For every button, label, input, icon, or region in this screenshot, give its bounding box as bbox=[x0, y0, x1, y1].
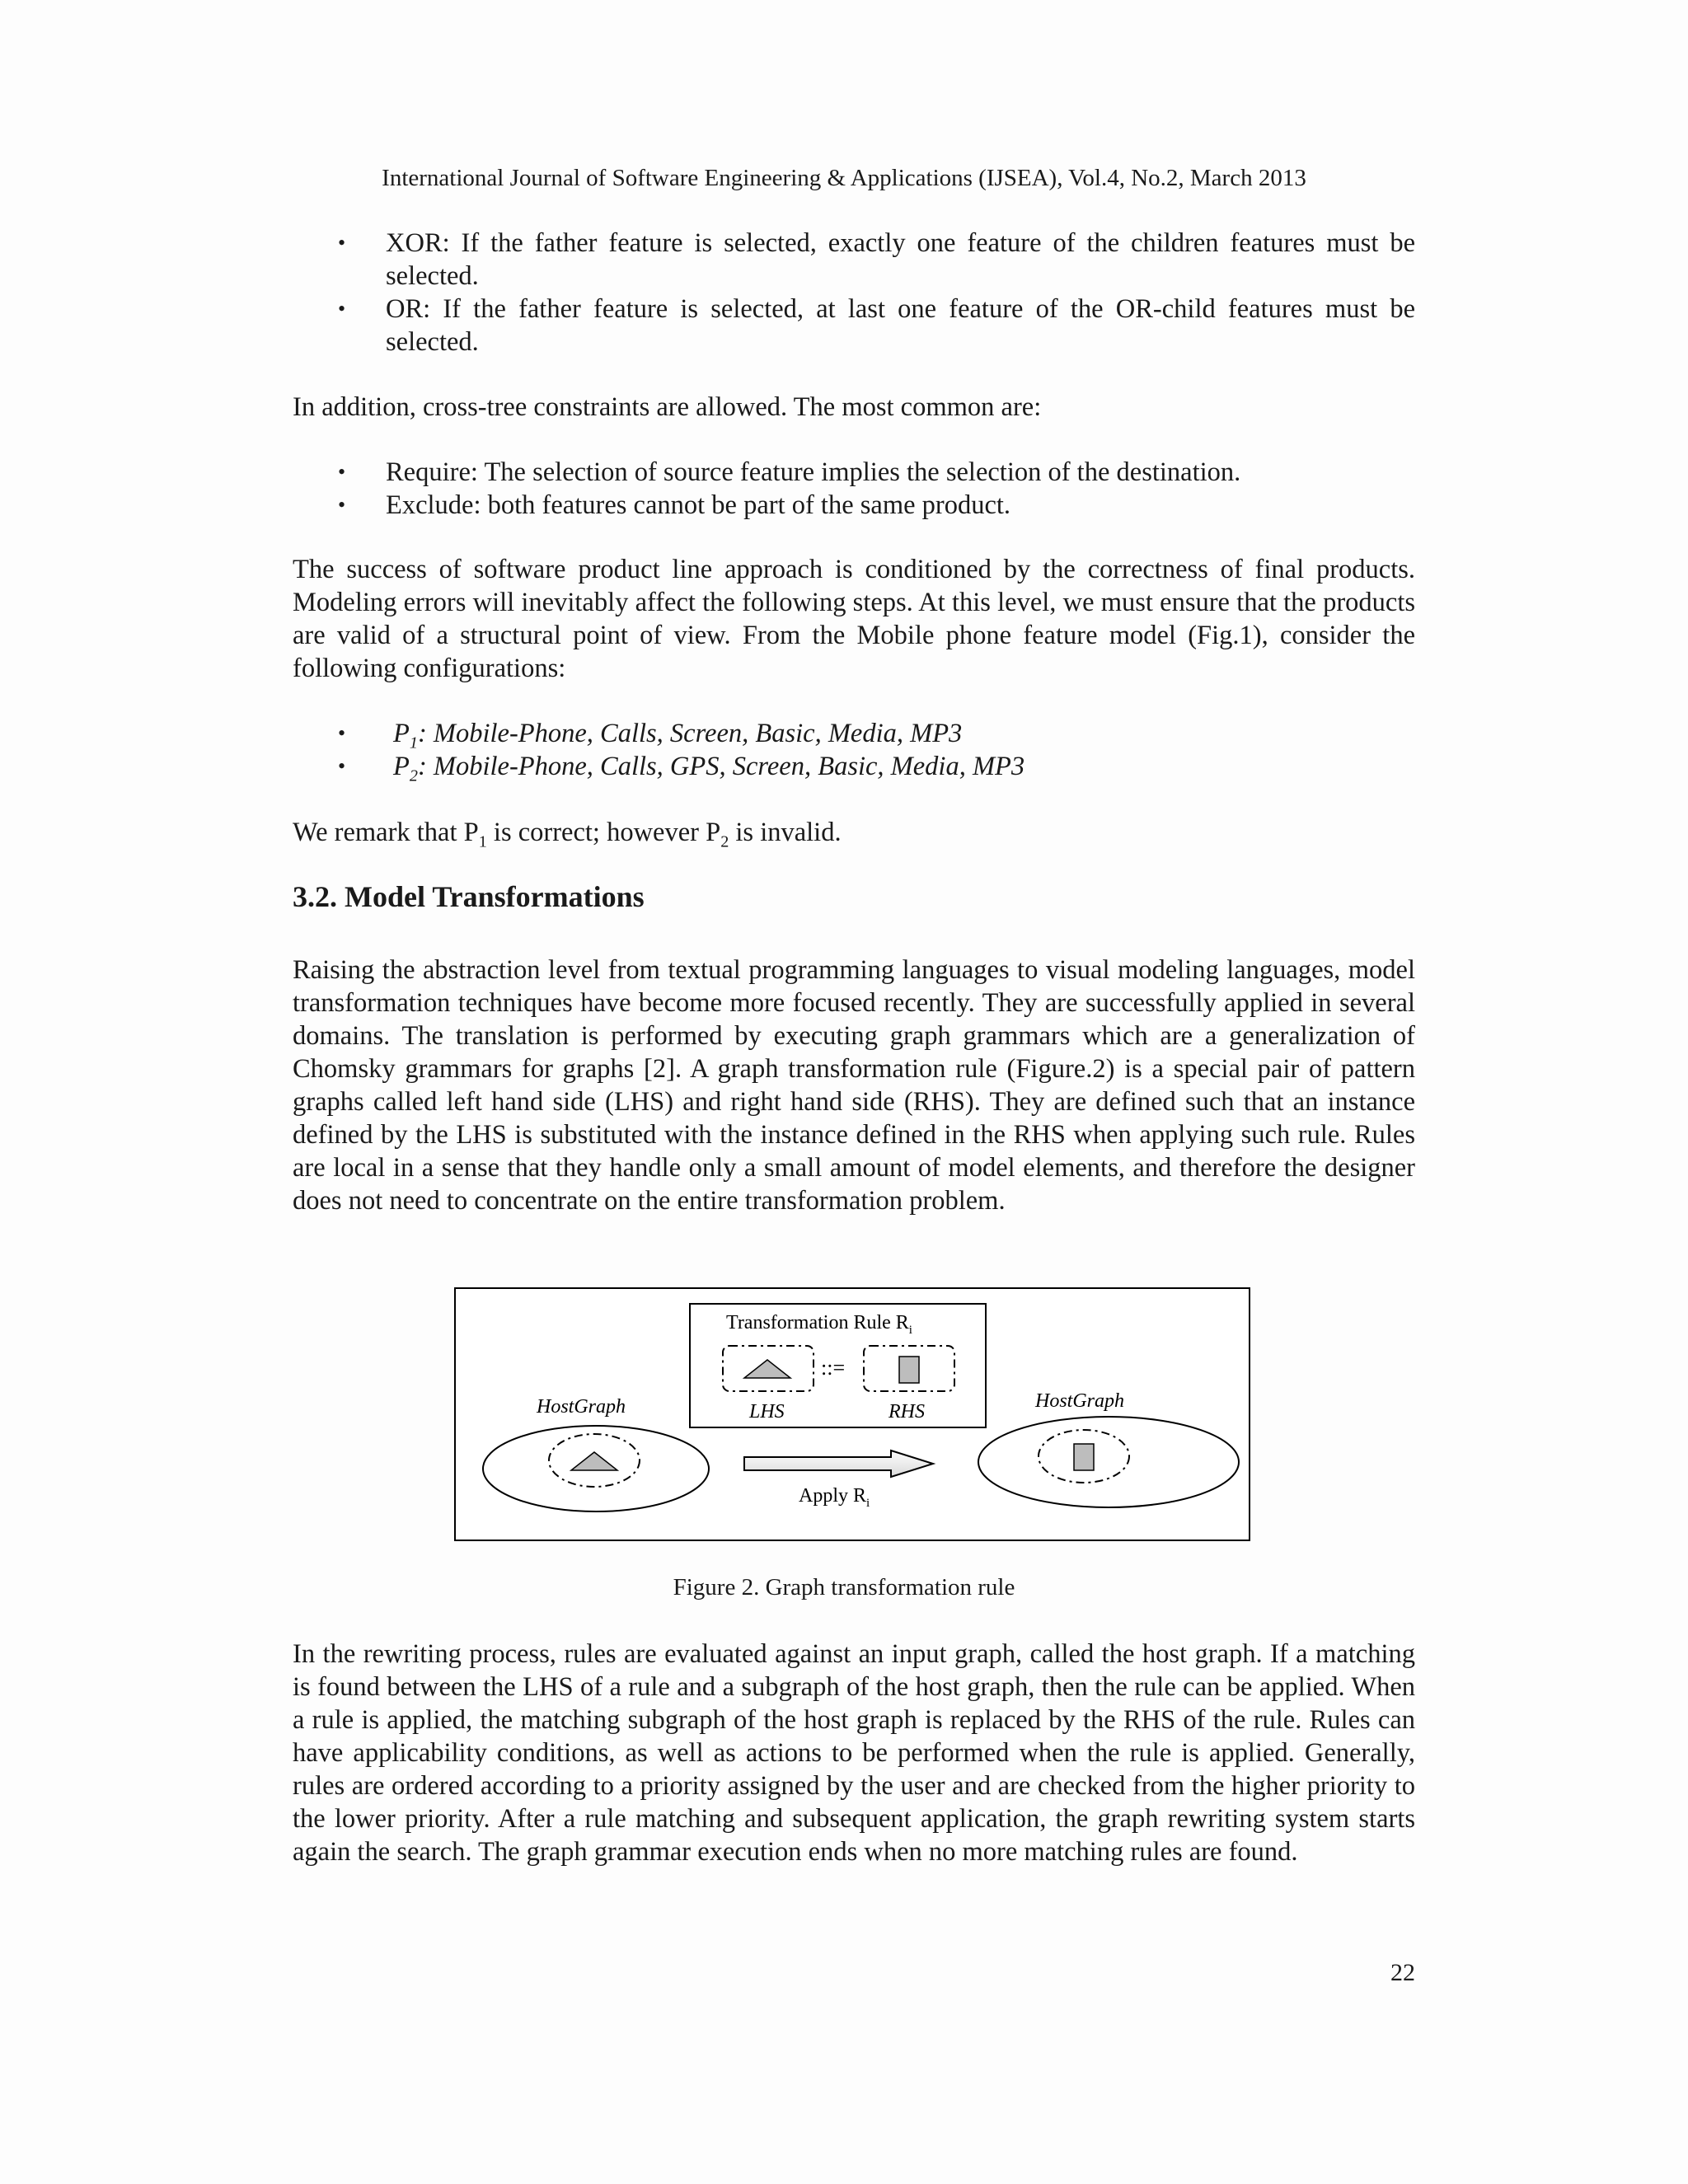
lhs-label: LHS bbox=[749, 1401, 785, 1422]
bullet-xor: • XOR: If the father feature is selected, exactly one feature of the children features must be selected. bbox=[338, 228, 1415, 291]
group-bullet-list bbox=[293, 227, 1415, 359]
figure-caption: Figure 2. Graph transformation rule bbox=[673, 1574, 1015, 1601]
section-heading: 3.2. Model Transformations bbox=[293, 880, 645, 913]
para-cross-tree: In addition, cross-tree constraints are allowed. The most common are: bbox=[293, 392, 1042, 422]
bullet-or: • OR: If the father feature is selected, at last one feature of the OR-child features must be selected. bbox=[338, 294, 1415, 357]
bullet-dot: • bbox=[338, 297, 346, 321]
figure-graph-transformation bbox=[454, 1287, 1250, 1541]
config-bullet-list bbox=[293, 717, 1415, 783]
para-remark: We remark that $P_1$ is correct; however $P_2$ is invalid. bbox=[293, 818, 842, 851]
bullet-dot: • bbox=[338, 754, 346, 778]
rule-title: Transformation Rule $R_i$ bbox=[726, 1312, 912, 1337]
bullet-exclude: • Exclude: both features cannot be part of the same product. bbox=[338, 490, 1011, 520]
figure-svg bbox=[454, 1287, 1250, 1541]
bullet-dot: • bbox=[338, 493, 346, 517]
bullet-dot: • bbox=[338, 231, 346, 255]
bullet-require: • Require: The selection of source feature implies the selection of the destination. bbox=[338, 457, 1241, 487]
rule-operator: ::= bbox=[821, 1356, 846, 1380]
bullet-dot: • bbox=[338, 721, 346, 745]
para-rewriting: In the rewriting process, rules are evaluated against an input graph, called the host graph. If a matching is found between the LHS of a rule and a subgraph of the host graph, then the rule can be applied. When a rule is applied, the matching subgraph of the host graph is replaced by the RHS of the rule. Rules can have applicability conditions, as well as actions to be performed when the rule is applied. Generally, rules are ordered according to a priority assigned by the user and are checked from the higher priority to the lower priority. After a rule matching and subsequent application, the graph rewriting system starts again the search. The graph grammar execution ends when no more matching rules are found. bbox=[293, 1639, 1415, 1867]
rhs-square bbox=[899, 1357, 919, 1383]
constraint-bullet-list bbox=[293, 456, 1415, 522]
rhs-label: RHS bbox=[889, 1401, 925, 1422]
para-raising: Raising the abstraction level from textual programming languages to visual modeling languages, model transformation techniques have become more focused recently. They are successfully applied in several domains. The translation is performed by executing graph grammars which are a generalization of Chomsky grammars for graphs [2]. A graph transformation rule (Figure.2) is a special pair of pattern graphs called left hand side (LHS) and right hand side (RHS). They are defined such that an instance defined by the LHS is substituted with the instance defined in the RHS when applying such rule. Rules are local in a sense that they handle only a small amount of model elements, and therefore the designer does not need to concentrate on the entire transformation problem. bbox=[293, 955, 1415, 1216]
apply-label: Apply $R_i$ bbox=[799, 1485, 870, 1510]
bullet-dot: • bbox=[338, 460, 346, 484]
host-graph-right-label: HostGraph bbox=[1035, 1390, 1125, 1412]
para-success: The success of software product line approach is conditioned by the correctness of final products. Modeling errors will inevitably affect the following steps. At this level, we must ensure that the products are valid of a structural point of view. From the Mobile phone feature model (Fig.1), consider the following configurations: bbox=[293, 555, 1415, 683]
host-graph-left-label: HostGraph bbox=[537, 1396, 626, 1418]
config-p1: • $P_1$: Mobile-Phone, Calls, Screen, Basic, Media, MP3 bbox=[338, 719, 963, 752]
page-number: 22 bbox=[1390, 1959, 1415, 1986]
config-p2: • $P_2$: Mobile-Phone, Calls, GPS, Screen, Basic, Media, MP3 bbox=[338, 752, 1025, 785]
host-right-square bbox=[1074, 1444, 1094, 1470]
running-header: International Journal of Software Engineering & Applications (IJSEA), Vol.4, No.2, March 2013 bbox=[382, 165, 1306, 191]
